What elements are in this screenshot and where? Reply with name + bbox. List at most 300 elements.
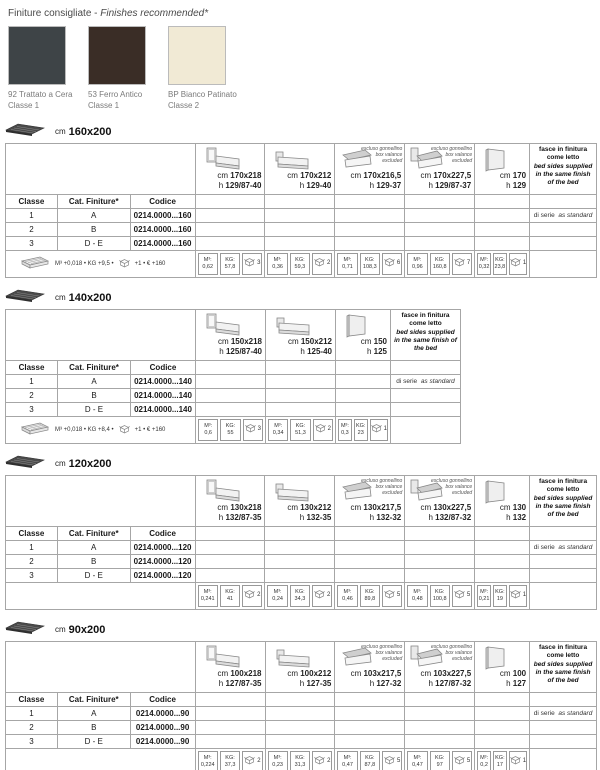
product-stats-cell xyxy=(195,582,265,609)
classe-value: 3 xyxy=(6,236,58,250)
fasce-standard-cell xyxy=(530,236,597,250)
codice-value: 0214.0000...140 xyxy=(131,402,196,416)
empty-cell xyxy=(335,208,405,222)
empty-cell xyxy=(405,540,475,554)
cat-value: A xyxy=(57,208,130,222)
product-dimensions: cm 103x217,5 h 127-32 xyxy=(350,668,402,689)
fasce-standard-cell: di serie as standard xyxy=(530,208,597,222)
package-icon xyxy=(510,257,521,271)
finish-name: 92 Trattato a Cera xyxy=(8,90,73,99)
classe-header: Classe xyxy=(6,194,58,208)
fasce-standard-cell xyxy=(391,388,461,402)
box-valance-note: escluso gonnellino box valance excluded xyxy=(361,145,403,164)
finish-class: Classe 2 xyxy=(168,100,200,110)
class-row xyxy=(6,554,597,568)
package-icon xyxy=(314,257,325,271)
product-dimensions: cm 170x227,5 h 129/87-37 xyxy=(420,170,472,191)
volume-cell: M³: 0,224 xyxy=(198,751,218,770)
codice-header: Codice xyxy=(130,692,195,706)
empty-cell xyxy=(475,734,530,748)
empty-cell xyxy=(196,374,266,388)
package-count-cell: 1 xyxy=(509,253,527,275)
cm-label: cm xyxy=(55,127,66,137)
empty-cell xyxy=(335,720,405,734)
package-count-cell: 2 xyxy=(312,751,332,770)
product-dimensions: cm 170x212 h 129-40 xyxy=(287,170,332,191)
volume-cell: M³: 0,47 xyxy=(407,751,427,770)
column-label-row xyxy=(6,692,597,706)
product-dimensions: cm 150 h 125 xyxy=(360,336,387,357)
product-stats-cell xyxy=(266,416,336,443)
empty-cell xyxy=(195,208,265,222)
codice-header: Codice xyxy=(130,526,195,540)
weight-cell: KG: 108,3 xyxy=(360,253,380,275)
empty-cell xyxy=(266,360,336,374)
package-count-cell: 3 xyxy=(243,419,263,441)
product-stats-cell xyxy=(405,582,475,609)
empty-cell xyxy=(265,540,335,554)
section-title xyxy=(5,124,597,140)
empty-cell xyxy=(196,360,266,374)
finish-swatch-label xyxy=(168,90,248,112)
product-stats-cell xyxy=(265,250,335,277)
package-count-cell: 1 xyxy=(370,419,388,441)
size-section-140x200 xyxy=(5,290,597,444)
package-icon xyxy=(454,755,465,769)
weight-cell: KG: 34,3 xyxy=(290,585,310,607)
spec-table xyxy=(5,309,461,444)
package-count-cell: 3 xyxy=(242,253,262,275)
empty-cell xyxy=(336,388,391,402)
weight-cell: KG: 23,8 xyxy=(493,253,507,275)
empty-cell xyxy=(475,540,530,554)
codice-value: 0214.0000...90 xyxy=(130,706,195,720)
surcharge-strip xyxy=(6,416,196,443)
product-dimensions: cm 103x227,5 h 127/87-32 xyxy=(420,668,472,689)
package-count-cell: 1 xyxy=(509,585,527,607)
volume-cell: M³: 0,24 xyxy=(267,585,287,607)
finish-name: 53 Ferro Antico xyxy=(88,90,143,99)
empty-cell xyxy=(265,568,335,582)
class-row xyxy=(6,706,597,720)
product-column-header xyxy=(195,143,265,194)
mattress-icon xyxy=(5,122,45,142)
empty-cell xyxy=(336,402,391,416)
column-label-row xyxy=(6,526,597,540)
volume-cell: M³: 0,36 xyxy=(267,253,287,275)
package-icon xyxy=(384,755,395,769)
package-icon xyxy=(510,589,521,603)
empty-cell xyxy=(405,526,475,540)
class-row xyxy=(6,568,597,582)
finish-color-chip xyxy=(168,26,226,85)
classe-value: 1 xyxy=(6,540,58,554)
header-spacer xyxy=(6,143,196,194)
weight-cell: KG: 100,8 xyxy=(430,585,450,607)
classe-value: 1 xyxy=(6,208,58,222)
weight-cell: KG: 17 xyxy=(493,751,507,770)
package-count-cell: 2 xyxy=(242,751,262,770)
empty-cell xyxy=(405,236,475,250)
empty-cell xyxy=(335,692,405,706)
classe-value: 2 xyxy=(6,720,58,734)
product-dimensions: cm 150x212 h 125-40 xyxy=(287,336,332,357)
empty-cell xyxy=(475,208,530,222)
title-italian: Finiture consigliate - xyxy=(8,8,101,19)
package-icon xyxy=(371,423,382,437)
surcharge-text-1: M³ +0,018 • KG +8,4 • xyxy=(55,426,114,433)
empty-cell xyxy=(335,568,405,582)
package-count-cell: 5 xyxy=(452,751,472,770)
fasce-header: fasce in finitura come letto bed sides supplied in the same finish of the bed xyxy=(530,143,597,194)
package-count-cell: 5 xyxy=(382,751,402,770)
volume-cell: M³: 0,71 xyxy=(337,253,357,275)
size-section-160x200 xyxy=(5,124,597,278)
empty-cell xyxy=(335,540,405,554)
class-row xyxy=(6,388,461,402)
package-icon xyxy=(244,257,255,271)
empty-cell xyxy=(335,236,405,250)
volume-cell: M³: 0,48 xyxy=(407,585,427,607)
product-column-header xyxy=(405,641,475,692)
package-icon xyxy=(454,589,465,603)
product-stats-cell xyxy=(475,582,530,609)
empty-cell xyxy=(335,526,405,540)
weight-cell: KG: 87,8 xyxy=(360,751,380,770)
product-column-header xyxy=(265,143,335,194)
package-icon xyxy=(315,423,326,437)
finishes-block xyxy=(0,0,600,112)
product-stats-cell xyxy=(195,748,265,770)
product-dimensions: cm 100x212 h 127-35 xyxy=(287,668,332,689)
cat-value: A xyxy=(57,540,130,554)
cat-value: D - E xyxy=(57,236,130,250)
cat-finiture-header: Cat. Finiture* xyxy=(57,194,130,208)
fasce-standard-cell: di serie as standard xyxy=(530,540,597,554)
product-stats-cell xyxy=(265,582,335,609)
empty-cell xyxy=(265,208,335,222)
product-column-header xyxy=(265,641,335,692)
classe-header: Classe xyxy=(6,360,58,374)
weight-cell: KG: 23 xyxy=(354,419,368,441)
empty-cell xyxy=(405,734,475,748)
package-count-cell: 2 xyxy=(312,253,332,275)
page-title xyxy=(8,8,600,19)
empty-cell xyxy=(265,236,335,250)
cat-value: D - E xyxy=(58,402,131,416)
classe-value: 3 xyxy=(6,402,58,416)
package-count-cell: 6 xyxy=(382,253,402,275)
product-column-header xyxy=(266,309,336,360)
fasce-standard-cell xyxy=(530,734,597,748)
package-count-cell: 2 xyxy=(242,585,262,607)
product-stats-cell xyxy=(405,250,475,277)
volume-cell: M³: 0,96 xyxy=(407,253,427,275)
empty-cell xyxy=(405,194,475,208)
empty-cell xyxy=(266,402,336,416)
cat-finiture-header: Cat. Finiture* xyxy=(57,692,130,706)
package-count-cell: 5 xyxy=(452,585,472,607)
product-column-header xyxy=(475,641,530,692)
empty-cell xyxy=(265,222,335,236)
cat-value: D - E xyxy=(57,568,130,582)
finish-name: BP Bianco Patinato xyxy=(168,90,237,99)
empty-cell xyxy=(265,554,335,568)
cat-value: B xyxy=(57,554,130,568)
product-column-header xyxy=(335,143,405,194)
classe-value: 1 xyxy=(6,374,58,388)
product-column-header xyxy=(336,309,391,360)
empty-cell xyxy=(530,692,597,706)
header-row xyxy=(6,143,597,194)
product-dimensions: cm 100x218 h 127/87-35 xyxy=(217,668,262,689)
package-icon xyxy=(119,258,130,270)
volume-cell: M³: 0,47 xyxy=(337,751,357,770)
class-row xyxy=(6,236,597,250)
product-stats-cell xyxy=(335,748,405,770)
empty-cell xyxy=(335,734,405,748)
product-column-header xyxy=(196,309,266,360)
class-row xyxy=(6,720,597,734)
empty-cell xyxy=(530,194,597,208)
product-column-header xyxy=(475,143,530,194)
empty-cell xyxy=(335,706,405,720)
codice-header: Codice xyxy=(130,194,195,208)
empty-cell xyxy=(265,692,335,706)
package-count-cell: 5 xyxy=(382,585,402,607)
class-row xyxy=(6,402,461,416)
classe-header: Classe xyxy=(6,692,58,706)
package-icon xyxy=(245,423,256,437)
empty-cell xyxy=(475,222,530,236)
weight-cell: KG: 55 xyxy=(220,419,240,441)
product-stats-cell xyxy=(335,250,405,277)
cat-value: A xyxy=(57,706,130,720)
mattress-icon xyxy=(5,620,45,640)
header-row xyxy=(6,641,597,692)
empty-cell xyxy=(195,692,265,706)
empty-cell xyxy=(391,360,461,374)
package-icon xyxy=(384,589,395,603)
product-dimensions: cm 150x218 h 125/87-40 xyxy=(217,336,262,357)
product-column-header xyxy=(405,475,475,526)
product-stats-cell xyxy=(405,748,475,770)
section-title xyxy=(5,290,597,306)
weight-cell: KG: 59,3 xyxy=(290,253,310,275)
class-row xyxy=(6,374,461,388)
empty-cell xyxy=(405,568,475,582)
fasce-standard-cell xyxy=(530,568,597,582)
product-stats-cell xyxy=(475,748,530,770)
empty-cell xyxy=(266,374,336,388)
weight-cell: KG: 19 xyxy=(493,585,507,607)
weight-cell: KG: 31,3 xyxy=(290,751,310,770)
package-icon xyxy=(314,589,325,603)
empty-cell xyxy=(335,222,405,236)
box-valance-note: escluso gonnellino box valance excluded xyxy=(431,477,473,496)
cat-value: B xyxy=(57,720,130,734)
package-count-cell: 7 xyxy=(452,253,472,275)
empty-cell xyxy=(195,554,265,568)
classe-header: Classe xyxy=(6,526,58,540)
fasce-standard-cell xyxy=(530,554,597,568)
header-spacer xyxy=(6,475,196,526)
mattress-icon xyxy=(5,454,45,474)
class-row xyxy=(6,208,597,222)
empty-cell xyxy=(530,748,597,770)
empty-cell xyxy=(475,194,530,208)
codice-value: 0214.0000...160 xyxy=(130,208,195,222)
surcharge-strip xyxy=(6,250,196,277)
volume-cell: M³: 0,3 xyxy=(338,419,352,441)
fasce-standard-cell: di serie as standard xyxy=(391,374,461,388)
finish-swatches xyxy=(8,26,600,112)
empty-cell xyxy=(475,720,530,734)
empty-cell xyxy=(335,554,405,568)
fasce-standard-cell xyxy=(530,720,597,734)
empty-cell xyxy=(475,554,530,568)
empty-cell xyxy=(195,734,265,748)
spec-table xyxy=(5,641,597,770)
fasce-header: fasce in finitura come letto bed sides supplied in the same finish of the bed xyxy=(530,641,597,692)
classe-value: 2 xyxy=(6,388,58,402)
product-dimensions: cm 130x217,5 h 132-32 xyxy=(350,502,402,523)
product-dimensions: cm 170 h 129 xyxy=(499,170,527,191)
empty-cell xyxy=(265,526,335,540)
codice-value: 0214.0000...140 xyxy=(131,374,196,388)
finish-color-chip xyxy=(88,26,146,85)
empty-cell xyxy=(530,526,597,540)
empty-cell xyxy=(335,194,405,208)
empty-cell xyxy=(265,720,335,734)
weight-cell: KG: 37,3 xyxy=(220,751,240,770)
codice-value: 0214.0000...90 xyxy=(130,734,195,748)
product-column-header xyxy=(195,475,265,526)
fasce-header: fasce in finitura come letto bed sides supplied in the same finish of the bed xyxy=(391,309,461,360)
weight-cell: KG: 97 xyxy=(430,751,450,770)
header-spacer xyxy=(6,641,196,692)
finish-class: Classe 1 xyxy=(88,100,120,110)
product-dimensions: cm 130x218 h 132/87-35 xyxy=(217,502,262,523)
size-tables xyxy=(5,124,597,770)
classe-value: 3 xyxy=(6,734,58,748)
classe-value: 2 xyxy=(6,554,58,568)
empty-cell xyxy=(405,720,475,734)
section-title xyxy=(5,456,597,472)
box-valance-note: escluso gonnellino box valance excluded xyxy=(361,643,403,662)
volume-cell: M³: 0,62 xyxy=(198,253,218,275)
box-valance-note: escluso gonnellino box valance excluded xyxy=(361,477,403,496)
spec-table xyxy=(5,143,597,278)
empty-cell xyxy=(195,526,265,540)
codice-value: 0214.0000...120 xyxy=(130,568,195,582)
empty-cell xyxy=(530,250,597,277)
codice-value: 0214.0000...120 xyxy=(130,554,195,568)
mattress-icon xyxy=(5,288,45,308)
cm-label: cm xyxy=(55,625,66,635)
package-icon xyxy=(314,755,325,769)
product-dimensions: cm 170x216,5 h 129-37 xyxy=(350,170,402,191)
cat-value: B xyxy=(58,388,131,402)
empty-cell xyxy=(336,360,391,374)
empty-cell xyxy=(265,194,335,208)
empty-cell xyxy=(405,692,475,706)
column-label-row xyxy=(6,194,597,208)
product-dimensions: cm 130x212 h 132-35 xyxy=(287,502,332,523)
empty-cell xyxy=(195,222,265,236)
class-row xyxy=(6,734,597,748)
weight-cell: KG: 89,8 xyxy=(360,585,380,607)
volume-cell: M³: 0,241 xyxy=(198,585,218,607)
product-dimensions: cm 130x227,5 h 132/87-32 xyxy=(420,502,472,523)
codice-value: 0214.0000...120 xyxy=(130,540,195,554)
product-dimensions: cm 130 h 132 xyxy=(499,502,527,523)
product-stats-cell xyxy=(475,250,530,277)
empty-cell xyxy=(195,236,265,250)
package-icon xyxy=(244,589,255,603)
package-icon xyxy=(119,424,130,436)
package-icon xyxy=(454,257,465,271)
cat-finiture-header: Cat. Finiture* xyxy=(58,360,131,374)
product-column-header xyxy=(335,475,405,526)
empty-cell xyxy=(266,388,336,402)
codice-header: Codice xyxy=(131,360,196,374)
surcharge-strip xyxy=(6,582,196,609)
package-icon xyxy=(510,755,521,769)
codice-value: 0214.0000...160 xyxy=(130,236,195,250)
size-section-120x200 xyxy=(5,456,597,610)
fasce-standard-cell xyxy=(530,222,597,236)
product-column-header xyxy=(405,143,475,194)
header-spacer xyxy=(6,309,196,360)
finish-swatch xyxy=(8,26,88,112)
volume-cell: M³: 0,6 xyxy=(198,419,218,441)
cm-label: cm xyxy=(55,459,66,469)
weight-cell: KG: 51,3 xyxy=(290,419,310,441)
package-count-cell: 2 xyxy=(313,419,333,441)
product-stats-cell xyxy=(196,416,266,443)
bed-base-icon xyxy=(20,253,50,274)
cat-finiture-header: Cat. Finiture* xyxy=(57,526,130,540)
classe-value: 2 xyxy=(6,222,58,236)
box-valance-note: escluso gonnellino box valance excluded xyxy=(431,145,473,164)
finish-swatch-label xyxy=(88,90,168,112)
bed-base-icon xyxy=(20,419,50,440)
finish-swatch xyxy=(168,26,248,112)
title-english: Finishes recommended* xyxy=(100,8,209,19)
class-row xyxy=(6,222,597,236)
weight-cell: KG: 41 xyxy=(220,585,240,607)
product-stats-cell xyxy=(195,250,265,277)
stats-row xyxy=(6,416,461,443)
package-icon xyxy=(384,257,395,271)
header-row xyxy=(6,475,597,526)
volume-cell: M³: 0,2 xyxy=(477,751,491,770)
empty-cell xyxy=(195,540,265,554)
codice-value: 0214.0000...160 xyxy=(130,222,195,236)
product-stats-cell xyxy=(335,582,405,609)
product-dimensions: cm 100 h 127 xyxy=(499,668,527,689)
volume-cell: M³: 0,23 xyxy=(268,751,288,770)
surcharge-text-2: +1 • € +160 xyxy=(134,260,166,267)
product-column-header xyxy=(335,641,405,692)
empty-cell xyxy=(475,568,530,582)
finish-class: Classe 1 xyxy=(8,100,40,110)
size-section-90x200 xyxy=(5,622,597,770)
empty-cell xyxy=(391,416,461,443)
product-column-header xyxy=(265,475,335,526)
stats-row xyxy=(6,748,597,770)
